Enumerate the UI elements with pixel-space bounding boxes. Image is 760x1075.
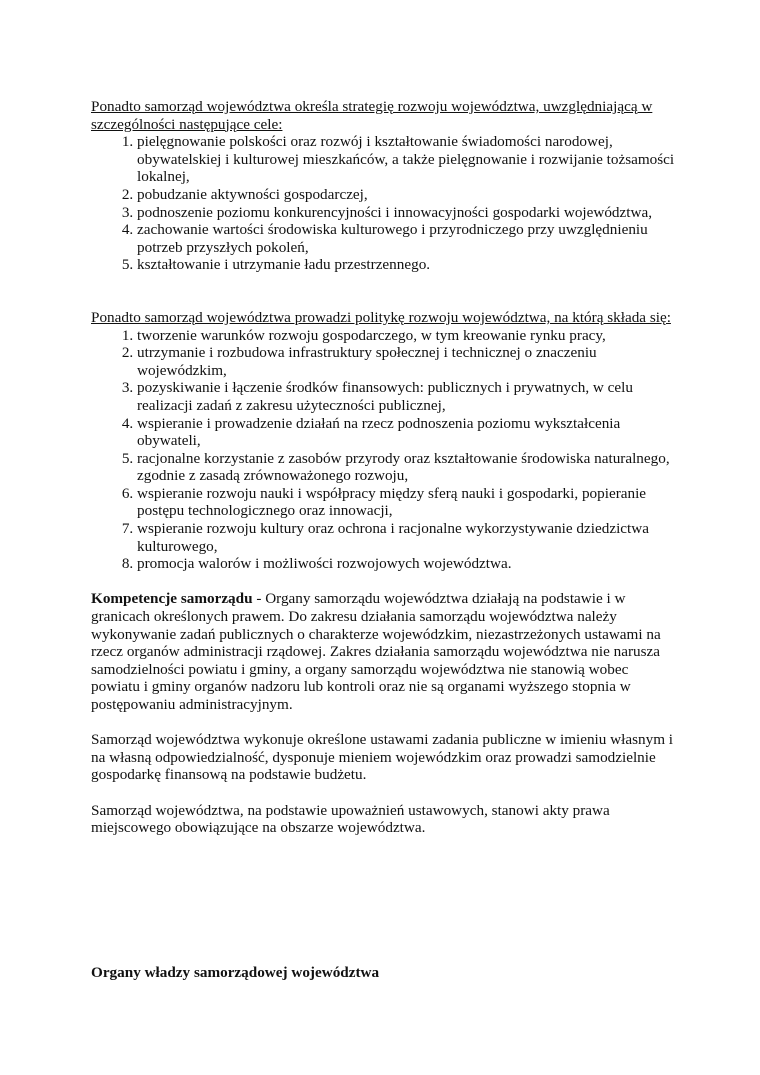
document-body: [91, 98, 676, 837]
strategy-goals-list: [91, 133, 676, 274]
section-heading: Organy władzy samorządowej województwa: [91, 964, 380, 981]
list-item: 2. pobudzanie aktywności gospodarczej,: [137, 186, 676, 204]
competence-label: Kompetencje samorządu: [91, 590, 253, 608]
policy-intro: Ponadto samorząd województwa prowadzi politykę rozwoju województwa, na którą składa się:: [91, 308, 671, 326]
strategy-intro: Ponadto samorząd województwa określa strategię rozwoju województwa, uwzględniającą w szczególności następujące cele:: [91, 98, 653, 133]
list-item: 4. zachowanie wartości środowiska kulturowego i przyrodniczego przy uwzględnieniu potrzeb przyszłych pokoleń,: [137, 221, 676, 256]
list-item: 1. tworzenie warunków rozwoju gospodarczego, w tym kreowanie rynku pracy,: [137, 327, 676, 345]
list-item: 5. kształtowanie i utrzymanie ładu przestrzennego.: [137, 256, 676, 274]
list-item: 4. wspieranie i prowadzenie działań na rzecz podnoszenia poziomu wykształcenia obywateli,: [137, 415, 676, 450]
local-law-paragraph: Samorząd województwa, na podstawie upoważnień ustawowych, stanowi akty prawa miejscowego obowiązujące na obszarze województwa.: [91, 801, 610, 837]
policy-list: [91, 327, 676, 573]
list-item: 8. promocja walorów i możliwości rozwojowych województwa.: [137, 555, 676, 573]
list-item: 2. utrzymanie i rozbudowa infrastruktury społecznej i technicznej o znaczeniu wojewódzkim,: [137, 344, 676, 379]
list-item: 5. racjonalne korzystanie z zasobów przyrody oraz kształtowanie środowiska naturalnego, zgodnie z zasadą zrównoważonego rozwoju,: [137, 450, 676, 485]
competence-text: - Organy samorządu województwa działają na podstawie i w granicach określonych prawem. Do zakresu działania samorządu województwa należy wykonywanie zadań publicznych o charakterze wojewódzkim, niezastrzeżonych ustawami na rzecz organów administracji rządowej. Zakres działania samorządu województwa nie narusza samodzielności powiatu i gminy, a organy samorządu województwa nie stanowią wobec powiatu i gminy organów nadzoru lub kontroli oraz nie są organami wyższego stopnia w postępowaniu administracyjnym.: [91, 590, 661, 713]
list-item: 1. pielęgnowanie polskości oraz rozwój i kształtowanie świadomości narodowej, obywatelskiej i kulturowej mieszkańców, a także pielęgnowanie i rozwijanie tożsamości lokalnej,: [137, 133, 676, 186]
strategy-section: [91, 98, 676, 274]
competence-paragraph: [91, 590, 676, 713]
public-tasks-paragraph: Samorząd województwa wykonuje określone ustawami zadania publiczne w imieniu własnym i na własną odpowiedzialność, dysponuje mieniem wojewódzkim oraz prowadzi samodzielnie gospodarkę finansową na podstawie budżetu.: [91, 731, 674, 784]
list-item: 6. wspieranie rozwoju nauki i współpracy między sferą nauki i gospodarki, popieranie postępu technologicznego oraz innowacji,: [137, 485, 676, 520]
list-item: 3. pozyskiwanie i łączenie środków finansowych: publicznych i prywatnych, w celu realizacji zadań z zakresu użyteczności publicznej,: [137, 379, 676, 414]
list-item: 3. podnoszenie poziomu konkurencyjności i innowacyjności gospodarki województwa,: [137, 204, 676, 222]
list-item: 7. wspieranie rozwoju kultury oraz ochrona i racjonalne wykorzystywanie dziedzictwa kulturowego,: [137, 520, 676, 555]
policy-section: [91, 309, 676, 573]
